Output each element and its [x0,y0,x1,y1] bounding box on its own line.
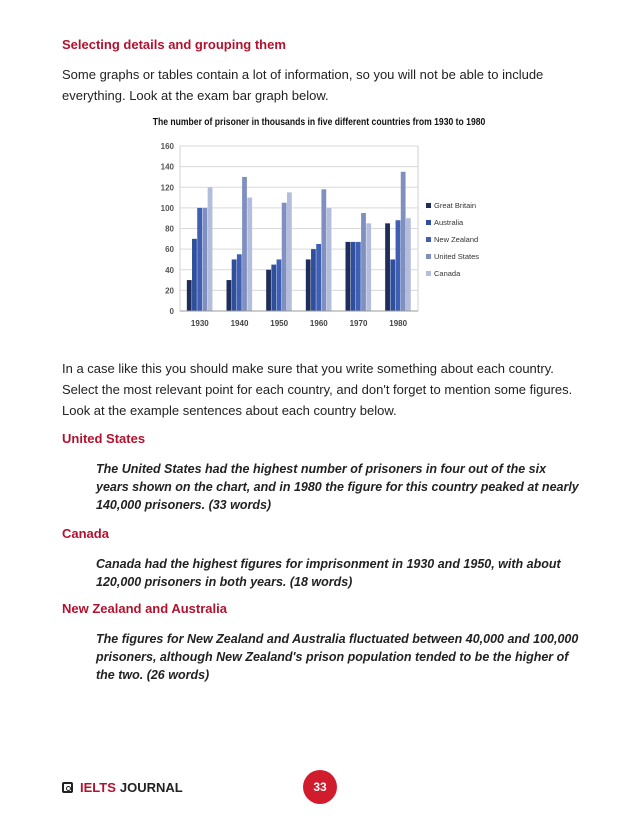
bar [237,254,242,311]
bar [356,242,361,311]
brand-journal: JOURNAL [119,779,183,795]
x-tick-label: 1950 [270,319,289,328]
bar [287,192,292,311]
example-text-us: The United States had the highest number of prisoners in four out of the six years shown on the chart, and in 1980 the figure for this country peaked at nearly 140,000 prisoners. (33 words) [96,462,579,512]
y-tick-label: 0 [169,307,174,316]
bar [247,198,252,311]
bar [306,259,311,311]
bar [361,213,366,311]
y-tick-label: 20 [165,286,174,296]
bar-chart [145,138,495,348]
bar [327,208,332,311]
x-tick-label: 1930 [190,319,209,328]
y-tick-label: 100 [160,203,174,213]
bar [396,220,401,311]
example-heading-nz-australia: New Zealand and Australia [62,601,227,616]
legend-swatch [426,271,431,276]
y-tick-label: 80 [165,224,174,234]
y-tick-label: 60 [165,245,174,255]
bar [187,280,192,311]
bar [277,259,282,311]
bar [232,259,237,311]
bar [271,265,276,311]
chart-title: The number of prisoner in thousands in five different countries from 1930 to 1980 [152,117,486,128]
bar [385,223,390,311]
legend-label: Australia [434,218,464,227]
legend-swatch [426,254,431,259]
x-tick-label: 1940 [230,319,249,328]
example-heading-canada: Canada [62,526,109,541]
bar-chart-svg [145,138,495,348]
x-tick-label: 1980 [389,319,408,328]
legend-swatch [426,220,431,225]
brand-ielts: IELTS [80,779,116,795]
example-text-nz-australia: The figures for New Zealand and Australia fluctuated between 40,000 and 100,000 prisoners, although New Zealand's prison population tended to be the higher of the two. (26 words) [96,632,579,682]
legend-label: Great Britain [434,201,477,210]
legend-swatch [426,237,431,242]
legend-label: New Zealand [434,235,479,244]
page-number-badge: 33 [303,770,337,804]
guidance-paragraph: In a case like this you should make sure that you write something about each country. Select the most relevant point for each country, and don't forget to mention some figures. Look at the example sentences about each country below. [62,361,573,418]
bar [202,208,207,311]
bar [311,249,316,311]
legend-label: Canada [434,269,461,278]
y-tick-label: 40 [165,265,174,275]
bar [390,259,395,311]
footer-brand [62,776,183,798]
bar [406,218,411,311]
legend-label: United States [434,252,480,261]
bar [242,177,247,311]
section-title: Selecting details and grouping them [62,37,286,52]
bar [321,189,326,311]
y-tick-label: 140 [160,162,174,172]
bar [197,208,202,311]
y-tick-label: 120 [160,183,174,193]
example-heading-us: United States [62,431,146,446]
bar [282,203,287,311]
bar [401,172,406,311]
instagram-icon [62,782,73,793]
bar [316,244,321,311]
intro-paragraph: Some graphs or tables contain a lot of information, so you will not be able to include everything. Look at the exam bar graph below. [62,67,544,103]
bar [208,187,213,311]
x-tick-label: 1960 [309,319,328,328]
example-text-canada: Canada had the highest figures for imprisonment in 1930 and 1950, with about 120,000 prisoners in both years. (18 words) [96,557,561,589]
x-tick-label: 1970 [349,319,368,328]
y-tick-label: 160 [160,142,174,151]
legend-swatch [426,203,431,208]
bar [266,270,271,311]
bar [366,223,371,311]
bar [227,280,232,311]
bar [351,242,356,311]
bar [346,242,351,311]
bar [192,239,197,311]
